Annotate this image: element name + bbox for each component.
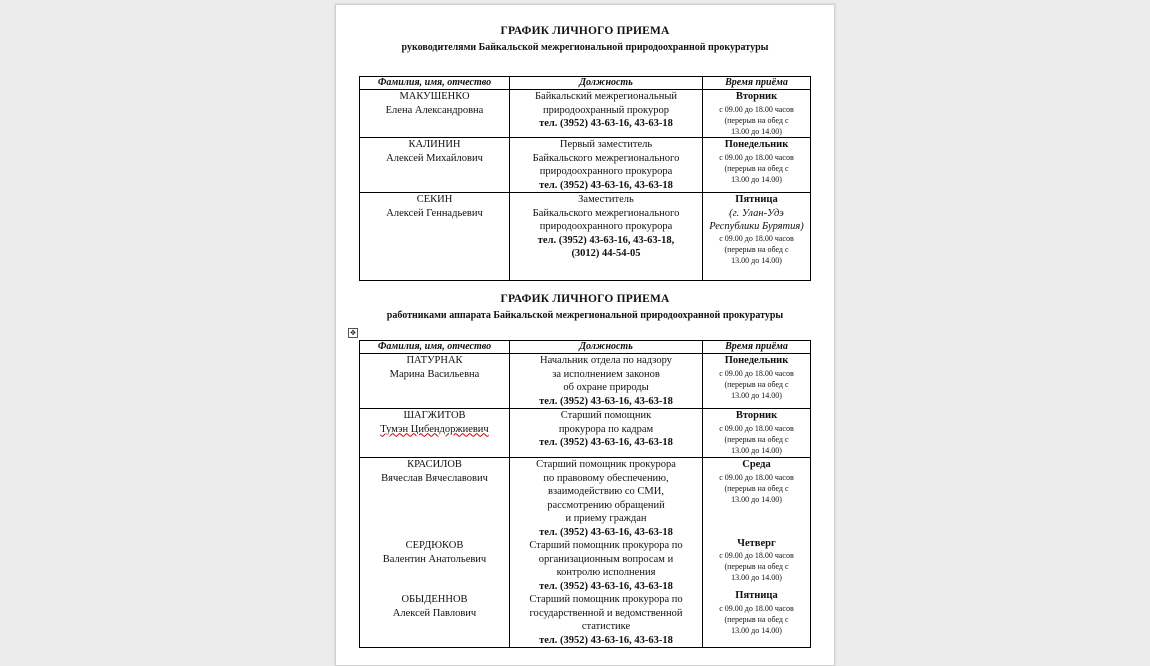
time-cell bbox=[703, 458, 811, 648]
sub-person bbox=[361, 539, 508, 566]
phone: тел. (3952) 43-63-16, 43-63-18 bbox=[539, 526, 673, 538]
reception-day: Пятница bbox=[735, 590, 778, 601]
lunch-break: (перерыв на обед с bbox=[724, 562, 789, 571]
lunch-break: (перерыв на обед с bbox=[724, 379, 789, 389]
sub-time bbox=[704, 537, 809, 584]
table-header-row bbox=[360, 77, 811, 90]
lunch-break: (перерыв на обед с bbox=[724, 244, 789, 254]
reception-day: Понедельник bbox=[724, 355, 789, 366]
hours: с 09.00 до 18.00 часов bbox=[719, 104, 794, 114]
hours: с 09.00 до 18.00 часов bbox=[719, 472, 794, 482]
position-line: Начальник отдела по надзору bbox=[540, 355, 672, 366]
position-line: и приему граждан bbox=[565, 513, 647, 524]
header-name: Фамилия, имя, отчество bbox=[360, 77, 510, 90]
lunch-break-time: 13.00 до 14.00) bbox=[731, 494, 782, 504]
table-row bbox=[360, 138, 811, 193]
lunch-break: (перерыв на обед с bbox=[724, 614, 789, 624]
last-name: КРАСИЛОВ bbox=[407, 459, 462, 470]
lunch-break: (перерыв на обед с bbox=[724, 483, 789, 493]
name-cell bbox=[360, 90, 510, 138]
position-line: взаимодействию со СМИ, bbox=[548, 486, 664, 497]
first-name: Алексей Геннадьевич bbox=[386, 207, 483, 219]
lunch-break: (перерыв на обед с bbox=[724, 163, 789, 173]
lunch-break-time: 13.00 до 14.00) bbox=[731, 255, 782, 265]
position-line: рассмотрению обращений bbox=[547, 499, 665, 511]
table-move-handle-icon[interactable]: ✥ bbox=[348, 328, 358, 338]
table-row bbox=[360, 193, 811, 281]
position-cell bbox=[510, 193, 703, 281]
hours: с 09.00 до 18.00 часов bbox=[719, 603, 794, 613]
last-name: ШАГЖИТОВ bbox=[403, 410, 466, 421]
first-name: Марина Васильевна bbox=[389, 368, 480, 380]
phone-secondary: (3012) 44-54-05 bbox=[571, 248, 641, 259]
table-row bbox=[360, 90, 811, 138]
name-cell bbox=[360, 193, 510, 281]
position-line: статистике bbox=[581, 621, 631, 632]
position-line: Байкальский межрегиональный bbox=[535, 91, 677, 102]
table-row bbox=[360, 409, 811, 458]
phone: тел. (3952) 43-63-16, 43-63-18 bbox=[539, 118, 673, 129]
phone: тел. (3952) 43-63-16, 43-63-18, bbox=[537, 234, 675, 246]
name-cell bbox=[360, 138, 510, 193]
first-name: Алексей Михайлович bbox=[386, 152, 483, 164]
reception-day: Вторник bbox=[735, 91, 778, 102]
table-row bbox=[360, 354, 811, 409]
position-line: Старший помощник прокурора по bbox=[529, 594, 683, 605]
section1-title: ГРАФИК ЛИЧНОГО ПРИЕМА bbox=[500, 25, 670, 37]
position-line: государственной и ведомственной bbox=[529, 607, 683, 619]
lunch-break-time: 13.00 до 14.00) bbox=[731, 126, 782, 136]
document-page bbox=[335, 4, 835, 666]
position-line: за исполнением законов bbox=[552, 368, 660, 380]
name-cell bbox=[360, 354, 510, 409]
lunch-break-time: 13.00 до 14.00) bbox=[731, 390, 782, 400]
position-line: Заместитель bbox=[578, 194, 634, 205]
time-cell bbox=[703, 354, 811, 409]
time-cell bbox=[703, 409, 811, 458]
position-line: организационным вопросам и bbox=[538, 553, 674, 565]
section1-subtitle: руководителями Байкальской межрегиональной природоохранной прокуратуры bbox=[401, 42, 769, 53]
position-line: по правовому обеспечению, bbox=[543, 472, 669, 484]
header-time: Время приёма bbox=[703, 341, 811, 354]
name-cell bbox=[360, 458, 510, 648]
time-cell bbox=[703, 90, 811, 138]
table-header-row bbox=[360, 341, 811, 354]
header-position: Должность bbox=[510, 341, 703, 354]
header-time: Время приёма bbox=[703, 77, 811, 90]
last-name: СЕКИН bbox=[416, 194, 453, 205]
phone: тел. (3952) 43-63-16, 43-63-18 bbox=[539, 395, 673, 407]
position-cell bbox=[510, 138, 703, 193]
first-name: Валентин Анатольевич bbox=[382, 553, 487, 565]
phone: тел. (3952) 43-63-16, 43-63-18 bbox=[539, 634, 673, 646]
lunch-break-time: 13.00 до 14.00) bbox=[731, 174, 782, 184]
position-cell bbox=[510, 354, 703, 409]
reception-day: Вторник bbox=[735, 410, 778, 421]
section2-subtitle: работниками аппарата Байкальской межрегиональной природоохранной прокуратуры bbox=[386, 310, 784, 321]
time-cell bbox=[703, 193, 811, 281]
last-name: ПАТУРНАК bbox=[406, 355, 463, 366]
location-note: (г. Улан-Удэ Республики Бурятия) bbox=[709, 207, 804, 232]
position-line: природоохранный прокурор bbox=[542, 104, 670, 116]
phone: тел. (3952) 43-63-16, 43-63-18 bbox=[539, 437, 673, 448]
position-line: Байкальского межрегионального bbox=[532, 207, 680, 219]
lunch-break-time: 13.00 до 14.00) bbox=[731, 625, 782, 635]
position-cell bbox=[510, 90, 703, 138]
position-line: Первый заместитель bbox=[559, 139, 653, 150]
reception-day: Понедельник bbox=[724, 139, 789, 150]
lunch-break: (перерыв на обед с bbox=[724, 115, 789, 125]
first-name: Елена Александровна bbox=[385, 104, 484, 116]
position-line: природоохранного прокурора bbox=[539, 166, 673, 177]
lunch-break-time: 13.00 до 14.00) bbox=[731, 445, 782, 455]
hours: с 09.00 до 18.00 часов bbox=[719, 423, 794, 433]
position-line: природоохранного прокурора bbox=[539, 221, 673, 232]
section2-title: ГРАФИК ЛИЧНОГО ПРИЕМА bbox=[500, 293, 670, 305]
last-name: СЕРДЮКОВ bbox=[405, 540, 464, 551]
phone: тел. (3952) 43-63-16, 43-63-18 bbox=[539, 179, 673, 191]
first-name: Тумэн Цибендоржиевич bbox=[380, 423, 489, 435]
position-cell bbox=[510, 409, 703, 458]
position-line: об охране природы bbox=[563, 382, 649, 393]
position-line: прокурора по кадрам bbox=[558, 423, 654, 435]
time-cell bbox=[703, 138, 811, 193]
reception-day: Среда bbox=[742, 459, 771, 470]
position-line: Байкальского межрегионального bbox=[532, 152, 680, 164]
first-name: Вячеслав Вячеславович bbox=[381, 472, 488, 484]
phone: тел. (3952) 43-63-16, 43-63-18 bbox=[539, 580, 673, 592]
leadership-schedule-table bbox=[359, 76, 811, 281]
reception-day: Четверг bbox=[737, 537, 776, 549]
staff-schedule-table bbox=[359, 340, 811, 648]
hours: с 09.00 до 18.00 часов bbox=[719, 152, 794, 162]
first-name: Алексей Павлович bbox=[392, 607, 477, 619]
reception-day: Пятница bbox=[735, 194, 778, 205]
header-position: Должность bbox=[510, 77, 703, 90]
name-cell bbox=[360, 409, 510, 458]
position-line: Старший помощник прокурора bbox=[536, 459, 676, 470]
position-line: Старший помощник прокурора по bbox=[529, 540, 683, 551]
last-name: КАЛИНИН bbox=[408, 139, 461, 150]
position-cell bbox=[510, 458, 703, 648]
lunch-break-time: 13.00 до 14.00) bbox=[731, 573, 782, 582]
sub-time bbox=[704, 589, 809, 636]
position-line: контролю исполнения bbox=[556, 567, 656, 578]
last-name: ОБЫДЕННОВ bbox=[401, 594, 468, 605]
sub-person bbox=[361, 593, 508, 620]
last-name: МАКУШЕНКО bbox=[399, 91, 470, 102]
header-name: Фамилия, имя, отчество bbox=[360, 341, 510, 354]
lunch-break: (перерыв на обед с bbox=[724, 434, 789, 444]
hours: с 09.00 до 18.00 часов bbox=[719, 233, 794, 243]
hours: с 09.00 до 18.00 часов bbox=[719, 551, 794, 560]
table-row bbox=[360, 458, 811, 648]
hours: с 09.00 до 18.00 часов bbox=[719, 368, 794, 378]
position-line: Старший помощник bbox=[560, 410, 652, 421]
